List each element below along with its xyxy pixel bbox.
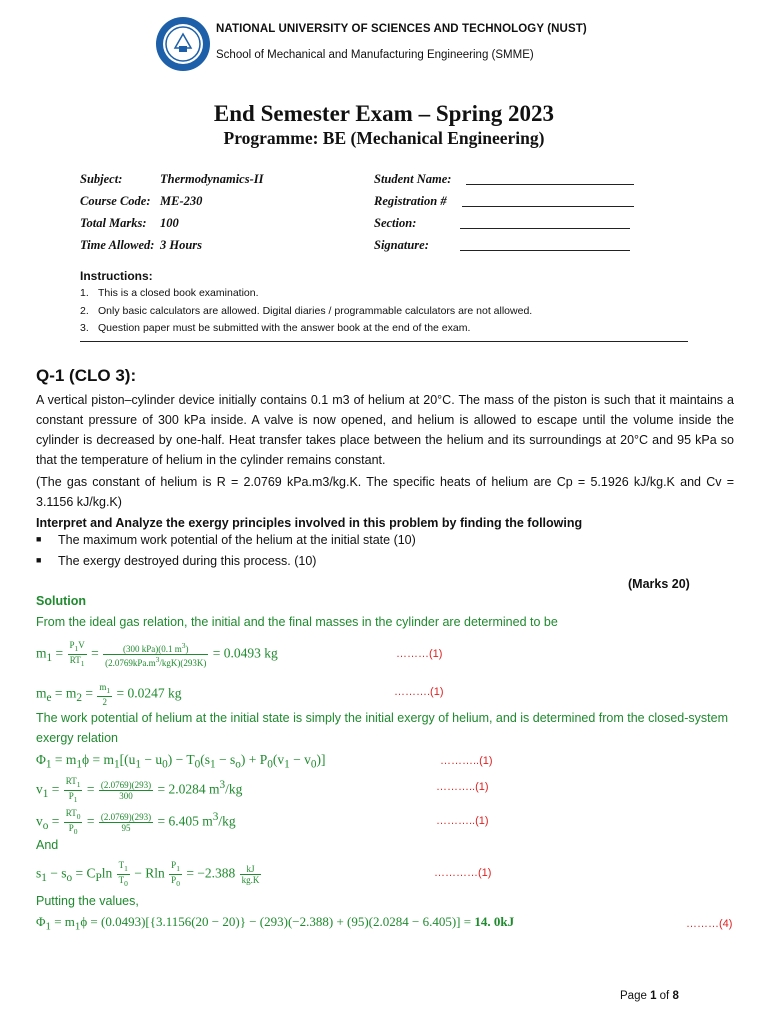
equation-mass-initial: $m_1$ = $\frac{P_1V}{RT_1}$ = $\frac{(300 kPa)(0.1 m^3)}{(2.0769kPa.m^3/kgK)(293K)}$ = 0.0493 kg: [36, 640, 278, 668]
page-prefix: Page: [620, 990, 651, 1002]
instruction-text: Only basic calculators are allowed. Digital diaries / programmable calculators are not allowed.: [98, 305, 533, 317]
mark-eq7: ………(4): [686, 918, 733, 930]
bullet-item: [36, 554, 316, 568]
instruction-item: [80, 287, 259, 299]
equation-final: $\Phi_1 = m_1\phi = (0.0493)[\{3.1156(20 - 20)\} - (293)(-2.388) + (95)(2.0284 - 6.405)] = 14$. 0kJ: [36, 914, 515, 933]
bullet-text: The maximum work potential of the helium at the initial state (10): [58, 533, 416, 547]
question-task: Interpret and Analyze the exergy principles involved in this problem by finding the following: [36, 516, 583, 530]
mark-eq2: ……….(1): [394, 686, 444, 698]
instruction-item: [80, 322, 470, 334]
mark-eq3: ………..(1): [440, 755, 493, 767]
question-heading: Q-1 (CLO 3):: [36, 366, 137, 385]
page-current: 1: [650, 990, 657, 1002]
section-label: Section:: [374, 216, 417, 230]
bullet-text: The exergy destroyed during this process. (10): [58, 554, 317, 568]
exam-title: End Semester Exam – Spring 2023: [213, 101, 555, 126]
instruction-text: Question paper must be submitted with the answer book at the end of the exam.: [98, 322, 471, 334]
registration-label: Registration #: [374, 194, 447, 208]
page-total: 8: [672, 990, 679, 1002]
school-name: School of Mechanical and Manufacturing Engineering (SMME): [216, 49, 534, 61]
university-name: NATIONAL UNIVERSITY OF SCIENCES AND TECHNOLOGY (NUST): [216, 23, 587, 35]
signature-label: Signature:: [374, 238, 429, 252]
page-of: of: [656, 990, 673, 1002]
programme: Programme: BE (Mechanical Engineering): [223, 128, 545, 148]
equation-v0: $v_o$ = $\frac{RT_0}{P_0}$ = $\frac{(2.0769)(293)}{95}$ = 6.405 $m^3/kg$: [36, 808, 236, 836]
time-allowed-value: 3 Hours: [160, 238, 203, 252]
subject-value: Thermodynamics-II: [160, 172, 264, 186]
total-marks-value: 100: [160, 216, 179, 230]
question-constants: (The gas constant of helium is R = 2.0769 kPa.m3/kg.K. The specific heats of helium are Cp = 5.1926 kJ/kg.K and Cv = 3.1156 kJ/kg.K): [36, 475, 734, 509]
solution-work-text: The work potential of helium at the initial state is simply the initial exergy of helium, and is determined from the closed-system exergy relation: [36, 711, 728, 745]
instruction-number: 3.: [80, 322, 89, 334]
instruction-item: [80, 305, 532, 317]
equation-exergy: $\Phi_1 = m_1\phi = m_1[(u_1 - u_0) - T_0(s_1 - s_o) + P_0(v_1 - v_0)]$: [36, 752, 326, 771]
divider: [80, 341, 688, 342]
mark-eq6: …………(1): [434, 867, 492, 879]
question-marks: (Marks 20): [628, 577, 690, 591]
page-number: [620, 990, 679, 1002]
signature-field[interactable]: [460, 250, 630, 251]
time-allowed-label: Time Allowed:: [80, 238, 155, 252]
equation-v1: $v_1$ = $\frac{RT_1}{P_1}$ = $\frac{(2.0769)(293)}{300}$ = 2.0284 $m^3/kg$: [36, 776, 243, 804]
bullet-square-icon: ■: [36, 534, 42, 544]
total-marks-label: Total Marks:: [80, 216, 147, 230]
instruction-number: 2.: [80, 305, 89, 317]
bullet-item: [36, 533, 416, 547]
solution-and: And: [36, 838, 59, 852]
student-name-field[interactable]: [466, 184, 634, 185]
question-text: A vertical piston–cylinder device initially contains 0.1 m3 of helium at 20°C. The mass of the piston is such that it maintains a constant pressure of 300 kPa inside. A valve is now opened, and helium is allowed to escape until the volume inside the cylinder is decreased by one-half. Heat transfer takes place between the helium and its surroundings at 20°C and 95 kPa so that the temperature of helium in the cylinder remains constant.: [36, 393, 734, 467]
instructions-heading: Instructions:: [80, 269, 153, 283]
instruction-number: 1.: [80, 287, 89, 299]
bullet-square-icon: ■: [36, 555, 42, 565]
course-code-label: Course Code:: [80, 194, 151, 208]
instruction-text: This is a closed book examination.: [98, 287, 259, 299]
registration-field[interactable]: [462, 206, 634, 207]
mark-eq1: ………(1): [396, 648, 443, 660]
equation-mass-exit: $m_e = m_2$ = $\frac{m_1}{2}$ = 0.0247 kg: [36, 682, 182, 707]
solution-putting: Putting the values,: [36, 894, 139, 908]
mark-eq5: ………..(1): [436, 815, 489, 827]
solution-intro: From the ideal gas relation, the initial and the final masses in the cylinder are determined to be: [36, 615, 558, 629]
nust-logo-icon: [155, 16, 211, 72]
solution-heading: Solution: [36, 594, 86, 608]
mark-eq4: ………..(1): [436, 781, 489, 793]
equation-entropy: $s_1 - s_o = C_P\ln$ $\frac{T_1}{T_0}$ − Rln $\frac{P_1}{P_0}$ = −2.388 $\frac{kJ}{kg.K}$: [36, 860, 260, 888]
course-code-value: ME-230: [160, 194, 203, 208]
subject-label: Subject:: [80, 172, 123, 186]
student-name-label: Student Name:: [374, 172, 452, 186]
section-field[interactable]: [460, 228, 630, 229]
